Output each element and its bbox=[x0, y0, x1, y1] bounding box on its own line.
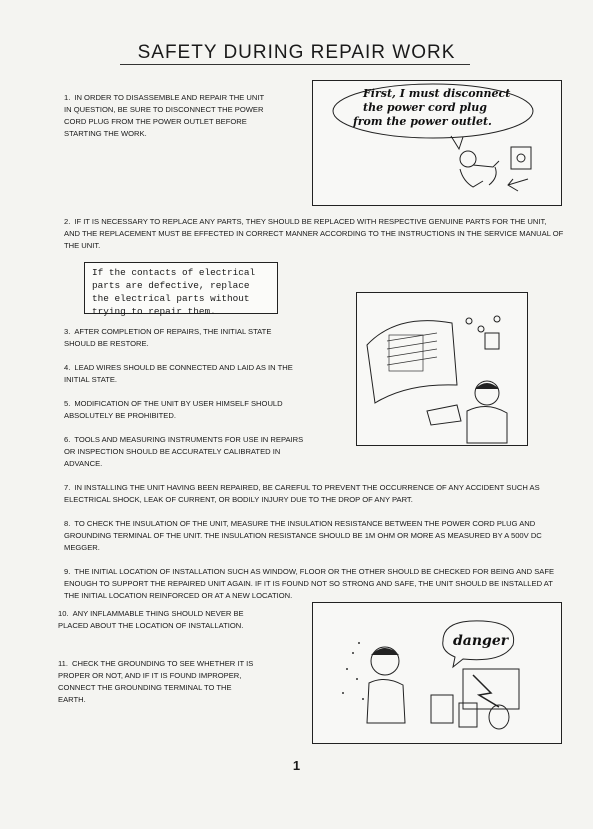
note-line: parts are defective, replace bbox=[92, 280, 250, 291]
item-text: ANY INFLAMMABLE THING SHOULD NEVER BE PLACED ABOUT THE LOCATION OF INSTALLATION. bbox=[58, 609, 244, 630]
list-item: 3. AFTER COMPLETION OF REPAIRS, THE INITIAL STATE SHOULD BE RESTORE. bbox=[64, 327, 272, 348]
list-item: 11. CHECK THE GROUNDING TO SEE WHETHER IT IS PROPER OR NOT, AND IF IT IS FOUND IMPROPER, CONNECT THE GROUNDING TERMINAL TO THE EARTH. bbox=[58, 659, 254, 704]
item-text: AFTER COMPLETION OF REPAIRS, THE INITIAL STATE SHOULD BE RESTORE. bbox=[64, 327, 272, 348]
note-line: If the contacts of electrical bbox=[92, 267, 256, 278]
bubble-line-1: First, I must disconnect bbox=[363, 87, 511, 100]
item-text: IN ORDER TO DISASSEMBLE AND REPAIR THE UNIT IN QUESTION, BE SURE TO DISCONNECT THE POWER CORD PLUG FROM THE POWER OUTLET BEFORE STARTING THE WORK. bbox=[64, 93, 264, 138]
list-item: 1. IN ORDER TO DISASSEMBLE AND REPAIR THE UNIT IN QUESTION, BE SURE TO DISCONNECT THE POWER CORD PLUG FROM THE POWER OUTLET BEFORE STARTING THE WORK. bbox=[64, 93, 264, 138]
list-item: 6. TOOLS AND MEASURING INSTRUMENTS FOR USE IN REPAIRS OR INSPECTION SHOULD BE ACCURATELY CALIBRATED IN ADVANCE. bbox=[64, 435, 304, 468]
bubble-line-3: from the power outlet. bbox=[353, 115, 492, 128]
list-item: 8. TO CHECK THE INSULATION OF THE UNIT, MEASURE THE INSULATION RESISTANCE BETWEEN THE POWER CORD PLUG AND GROUNDING TERMINAL OF THE UNIT. THE INSULATION RESISTANCE SHOULD BE 1M OHM OR MORE AS MEASURED BY A 500V DC MEGGER. bbox=[64, 519, 542, 552]
manual-reading-illustration-icon bbox=[357, 293, 527, 445]
title-underline bbox=[120, 64, 470, 65]
item-text: TO CHECK THE INSULATION OF THE UNIT, MEASURE THE INSULATION RESISTANCE BETWEEN THE POWER CORD PLUG AND GROUNDING TERMINAL OF THE UNIT. THE INSULATION RESISTANCE SHOULD BE 1M OHM OR MORE AS MEASURED BY A 500V DC MEGGER. bbox=[64, 519, 542, 552]
note-box bbox=[84, 262, 278, 317]
page-number: 1 bbox=[292, 758, 301, 773]
item-text: CHECK THE GROUNDING TO SEE WHETHER IT IS PROPER OR NOT, AND IF IT IS FOUND IMPROPER, CONNECT THE GROUNDING TERMINAL TO THE EARTH. bbox=[58, 659, 254, 704]
danger-illustration-icon bbox=[313, 603, 561, 743]
list-item: 10. ANY INFLAMMABLE THING SHOULD NEVER BE PLACED ABOUT THE LOCATION OF INSTALLATION. bbox=[58, 609, 244, 630]
list-item: 2. IF IT IS NECESSARY TO REPLACE ANY PARTS, THEY SHOULD BE REPLACED WITH RESPECTIVE GENUINE PARTS FOR THE UNIT, AND THE REPLACEMENT MUST BE EFFECTED IN CORRECT MANNER ACCORDING TO THE INSTRUCTIONS IN THE SERVICE MANUAL OF THE UNIT. bbox=[64, 217, 564, 250]
danger-bubble-text: danger bbox=[453, 633, 509, 649]
illustration-unplug bbox=[312, 80, 562, 206]
list-item: 7. IN INSTALLING THE UNIT HAVING BEEN REPAIRED, BE CAREFUL TO PREVENT THE OCCURRENCE OF ANY ACCIDENT SUCH AS ELECTRICAL SHOCK, LEAK OF CURRENT, OR BODILY INJURY DUE TO THE DROP OF ANY PART. bbox=[64, 483, 540, 504]
unplug-illustration-icon bbox=[313, 81, 561, 205]
item-text: TOOLS AND MEASURING INSTRUMENTS FOR USE IN REPAIRS OR INSPECTION SHOULD BE ACCURATELY CALIBRATED IN ADVANCE. bbox=[64, 435, 304, 468]
list-item: 5. MODIFICATION OF THE UNIT BY USER HIMSELF SHOULD ABSOLUTELY BE PROHIBITED. bbox=[64, 399, 283, 420]
item-text: IF IT IS NECESSARY TO REPLACE ANY PARTS, THEY SHOULD BE REPLACED WITH RESPECTIVE GENUINE PARTS FOR THE UNIT, AND THE REPLACEMENT MUST BE EFFECTED IN CORRECT MANNER ACCORDING TO THE INSTRUCTIONS IN THE SERVICE MANUAL OF THE UNIT. bbox=[64, 217, 564, 250]
item-text: LEAD WIRES SHOULD BE CONNECTED AND LAID AS IN THE INITIAL STATE. bbox=[64, 363, 293, 384]
list-item: 9. THE INITIAL LOCATION OF INSTALLATION SUCH AS WINDOW, FLOOR OR THE OTHER SHOULD BE CHECKED FOR BEING AND SAFE ENOUGH TO SUPPORT THE REPAIRED UNIT AGAIN. IF IT IS FOUND NOT SO STRONG AND SAFE, THE UNIT SHOULD BE INSTALLED AT THE INITIAL LOCATION REINFORCED OR AT A NEW LOCATION. bbox=[64, 567, 555, 600]
item-text: MODIFICATION OF THE UNIT BY USER HIMSELF SHOULD ABSOLUTELY BE PROHIBITED. bbox=[64, 399, 283, 420]
item-text: IN INSTALLING THE UNIT HAVING BEEN REPAIRED, BE CAREFUL TO PREVENT THE OCCURRENCE OF ANY ACCIDENT SUCH AS ELECTRICAL SHOCK, LEAK OF CURRENT, OR BODILY INJURY DUE TO THE DROP OF ANY PART. bbox=[64, 483, 540, 504]
list-item: 4. LEAD WIRES SHOULD BE CONNECTED AND LAID AS IN THE INITIAL STATE. bbox=[64, 363, 293, 384]
illustration-manual bbox=[356, 292, 528, 446]
note-line: trying to repair them. bbox=[92, 306, 216, 317]
page-title: SAFETY DURING REPAIR WORK bbox=[137, 42, 456, 63]
note-line: the electrical parts without bbox=[92, 293, 250, 304]
illustration-danger bbox=[312, 602, 562, 744]
bubble-line-2: the power cord plug bbox=[363, 101, 487, 114]
item-text: THE INITIAL LOCATION OF INSTALLATION SUCH AS WINDOW, FLOOR OR THE OTHER SHOULD BE CHECKED FOR BEING AND SAFE ENOUGH TO SUPPORT THE REPAIRED UNIT AGAIN. IF IT IS FOUND NOT SO STRONG AND SAFE, THE UNIT SHOULD BE INSTALLED AT THE INITIAL LOCATION REINFORCED OR AT A NEW LOCATION. bbox=[64, 567, 555, 600]
